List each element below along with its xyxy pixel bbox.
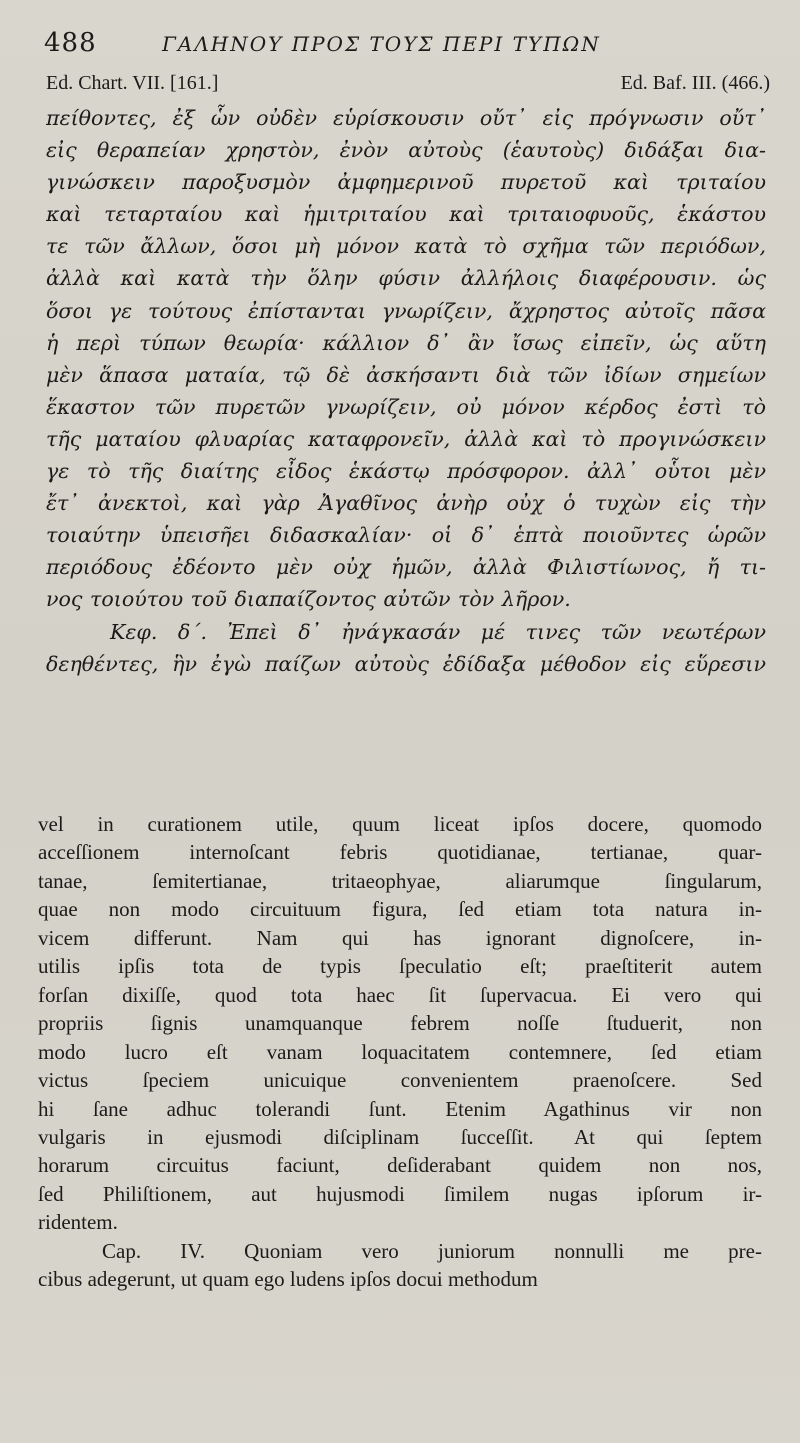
greek-line: νος τοιούτου τοῦ διαπαίζοντος αὐτῶν τὸν λῆρον. [46, 587, 571, 612]
latin-line: hi ſane adhuc tolerandi ſunt. Etenim Agathinus vir non [38, 1096, 762, 1121]
greek-line: τῆς ματαίου φλυαρίας καταφρονεῖν, ἀλλὰ καὶ τὸ προγινώσκειν [46, 426, 766, 451]
latin-chapter-heading-line: Cap. IV. Quoniam vero juniorum nonnulli me pre- [102, 1238, 762, 1263]
greek-line: γε τὸ τῆς διαίτης εἶδος ἑκάστῳ πρόσφορον. ἀλλ᾽ οὗτοι μὲν [46, 459, 766, 484]
latin-line: modo lucro eſt vanam loquacitatem contemnere, ſed etiam [38, 1039, 762, 1064]
greek-line: ἔτ᾽ ἀνεκτοὶ, καὶ γὰρ Ἀγαθῖνος ἀνὴρ οὐχ ὁ τυχὼν εἰς τὴν [46, 491, 766, 516]
latin-line: ſed Philiſtionem, aut hujusmodi ſimilem nugas ipſorum ir- [38, 1181, 762, 1206]
greek-line: τε τῶν ἄλλων, ὅσοι μὴ μόνον κατὰ τὸ σχῆμα τῶν περιόδων, [46, 234, 766, 259]
greek-chapter-heading-line: Κεφ. δ΄. Ἐπεὶ δ᾽ ἠνάγκασάν μέ τινες τῶν νεωτέρων [110, 619, 766, 644]
greek-line: εἰς θεραπείαν χρηστὸν, ἐνὸν αὐτοὺς (ἑαυτοὺς) διδάξαι δια- [46, 138, 766, 163]
greek-text-block [46, 102, 766, 680]
page-number: 488 [44, 28, 97, 58]
greek-line: περιόδους ἐδέοντο μὲν οὐχ ἡμῶν, ἀλλὰ Φιλιστίωνος, ἤ τι- [46, 555, 766, 580]
greek-line: μὲν ἅπασα ματαία, τῷ δὲ ἀσκήσαντι διὰ τῶν ἰδίων σημείων [46, 362, 766, 387]
greek-line: ἕκαστον τῶν πυρετῶν γνωρίζειν, οὐ μόνον κέρδος ἐστὶ τὸ [46, 394, 766, 419]
greek-line: δεηθέντες, ἣν ἐγὼ παίζων αὐτοὺς ἐδίδαξα μέθοδον εἰς εὕρεσιν [46, 651, 766, 676]
latin-line: tanae, ſemitertianae, tritaeophyae, aliarumque ſingularum, [38, 868, 762, 893]
greek-line: ὅσοι γε τούτους ἐπίστανται γνωρίζειν, ἄχρηστος αὐτοῖς πᾶσα [46, 298, 766, 323]
edition-basel-reference: Ed. Baf. III. (466.) [620, 72, 770, 94]
latin-line: vicem differunt. Nam qui has ignorant dignoſcere, in- [38, 925, 762, 950]
greek-line: τοιαύτην ὑπεισῆει διδασκαλίαν· οἱ δ᾽ ἑπτὰ ποιοῦντες ὡρῶν [46, 523, 766, 548]
latin-line: propriis ſignis unamquanque febrem noſſe ſtuduerit, non [38, 1011, 762, 1036]
latin-line: vel in curationem utile, quum liceat ipſos docere, quomodo [38, 812, 762, 836]
page-header [44, 28, 760, 68]
latin-line: victus ſpeciem unicuique convenientem praenoſcere. Sed [38, 1068, 762, 1093]
latin-text-block [38, 810, 762, 1294]
latin-line: cibus adegerunt, ut quam ego ludens ipſos docui methodum [38, 1267, 538, 1292]
greek-line: ἡ περὶ τύπων θεωρία· κάλλιον δ᾽ ἂν ἴσως εἰπεῖν, ὡς αὕτη [46, 330, 766, 355]
latin-line: acceſſionem internoſcant febris quotidianae, tertianae, quar- [38, 840, 762, 865]
latin-line: quae non modo circuituum figura, ſed etiam tota natura in- [38, 897, 762, 922]
greek-line: γινώσκειν παροξυσμὸν ἀμφημερινοῦ πυρετοῦ καὶ τριταίου [46, 170, 766, 195]
greek-line: ἀλλὰ καὶ κατὰ τὴν ὅλην φύσιν ἀλλήλοις διαφέρουσιν. ὡς [46, 266, 766, 291]
edition-reference-row [46, 72, 770, 106]
latin-line: forſan dixiſſe, quod tota haec ſit ſupervacua. Ei vero qui [38, 982, 762, 1007]
greek-line: καὶ τεταρταίου καὶ ἡμιτριταίου καὶ τριταιοφυοῦς, ἑκάστου [46, 202, 766, 227]
latin-line: ridentem. [38, 1210, 118, 1235]
latin-line: horarum circuitus faciunt, deſiderabant quidem non nos, [38, 1153, 762, 1178]
greek-line: πείθοντες, ἐξ ὧν οὐδὲν εὑρίσκουσιν οὔτ᾽ εἰς πρόγνωσιν οὔτ᾽ [46, 106, 766, 130]
edition-chartier-reference: Ed. Chart. VII. [161.] [46, 72, 219, 94]
latin-line: vulgaris in ejusmodi diſciplinam ſucceſſit. At qui ſeptem [38, 1124, 762, 1149]
running-title: ΓΑΛΗΝΟΥ ΠΡΟΣ ΤΟΥΣ ΠΕΡΙ ΤΥΠΩΝ [162, 32, 601, 56]
latin-line: utilis ipſis tota de typis ſpeculatio eſt; praeſtiterit autem [38, 954, 762, 979]
